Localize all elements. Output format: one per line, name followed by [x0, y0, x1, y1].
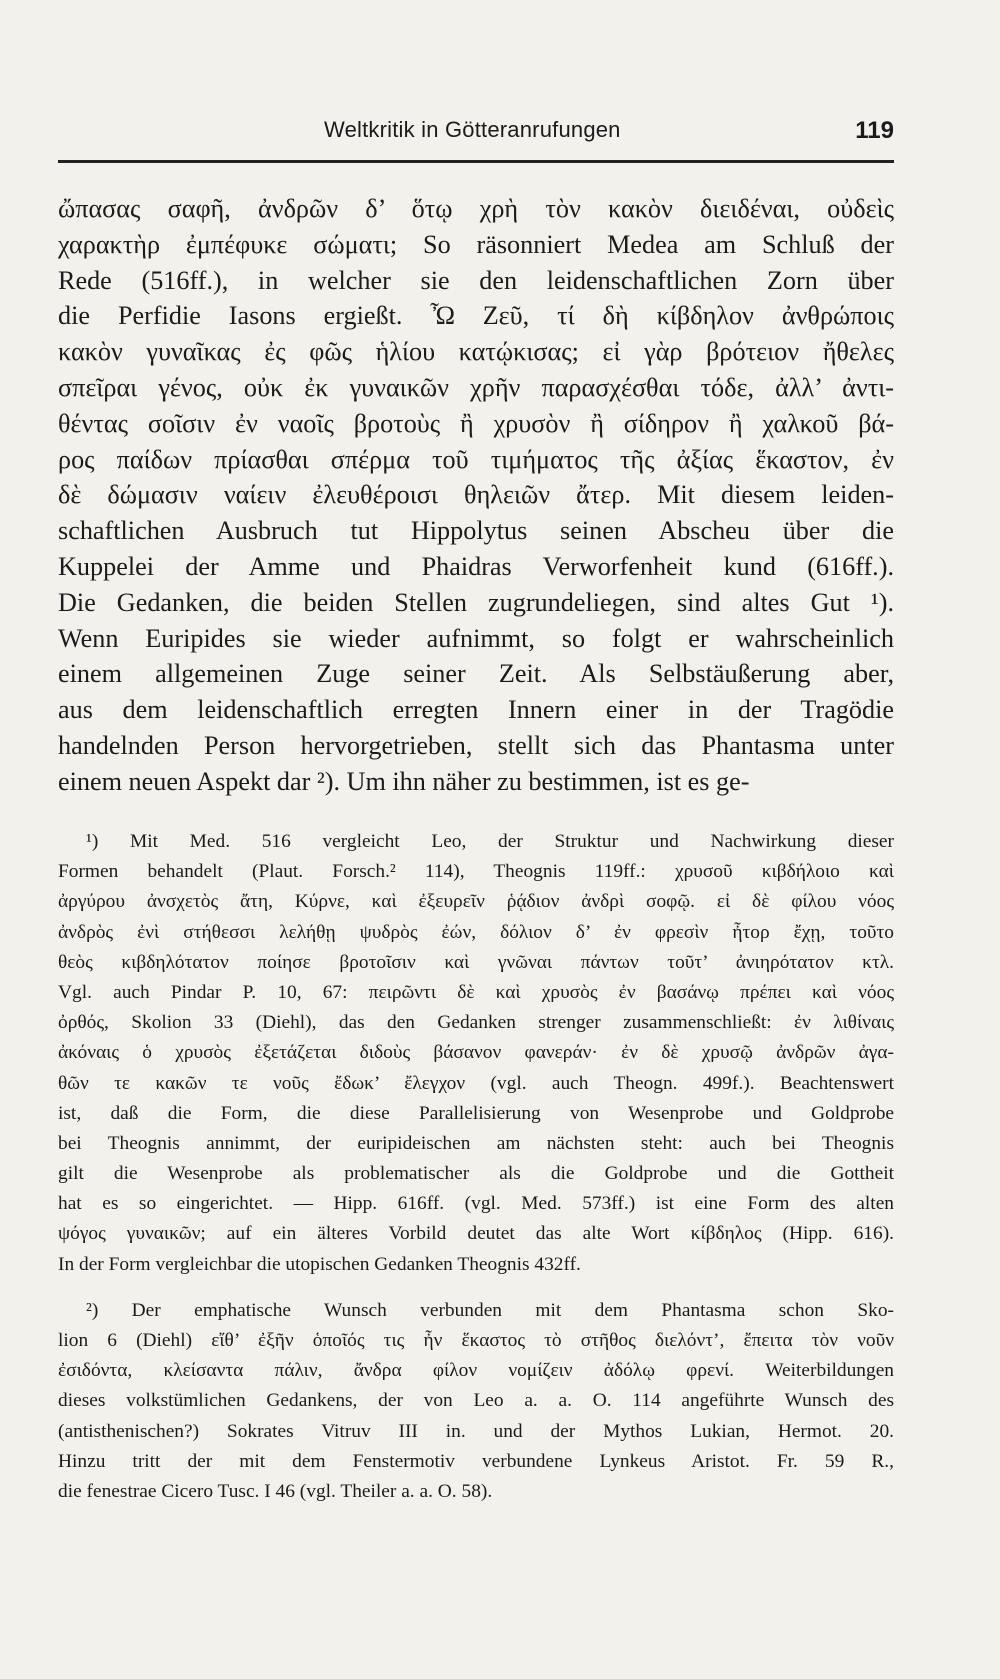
text-line: Rede (516ff.), in welcher sie den leidenschaftlichen Zorn über: [58, 265, 894, 295]
footnote-line: ¹) Mit Med. 516 vergleicht Leo, der Struktur und Nachwirkung dieser: [86, 831, 894, 852]
text-line: Wenn Euripides sie wieder aufnimmt, so folgt er wahrscheinlich: [58, 623, 894, 653]
header-rule: [58, 160, 894, 163]
text-line: ὤπασας σαφῆ, ἀνδρῶν δ’ ὅτῳ χρὴ τὸν κακὸν διειδέναι, οὐδεὶς: [58, 194, 894, 223]
page-header: [58, 117, 894, 153]
footnote-line: Formen behandelt (Plaut. Forsch.² 114), Theognis 119ff.: χρυσοῦ κιβδήλοιο καὶ: [58, 861, 894, 883]
text-line: Kuppelei der Amme und Phaidras Verworfenheit kund (616ff.).: [58, 551, 894, 581]
page-number: 119: [855, 117, 894, 144]
footnote-line: hat es so eingerichtet. — Hipp. 616ff. (vgl. Med. 573ff.) ist eine Form des alten: [58, 1193, 894, 1215]
text-line: einem allgemeinen Zuge seiner Zeit. Als Selbstäußerung aber,: [58, 659, 894, 689]
text-line: ρος παίδων πρίασθαι σπέρμα τοῦ τιμήματος τῆς ἀξίας ἕκαστον, ἐν: [58, 444, 894, 474]
text-line: χαρακτὴρ ἐμπέφυκε σώματι; So räsonniert Medea am Schluß der: [58, 229, 894, 259]
footnote-line: Vgl. auch Pindar P. 10, 67: πειρῶντι δὲ καὶ χρυσὸς ἐν βασάνῳ πρέπει καὶ νόος: [58, 981, 894, 1003]
footnote-line: ἀργύρου ἀνσχετὸς ἄτη, Κύρνε, καὶ ἐξευρεῖν ῥᾴδιον ἀνδρὶ σοφῷ. εἰ δὲ φίλου νόος: [58, 891, 894, 913]
text-line: Die Gedanken, die beiden Stellen zugrundeliegen, sind altes Gut ¹).: [58, 587, 894, 617]
text-line: aus dem leidenschaftlich erregten Innern einer in der Tragödie: [58, 695, 894, 725]
text-line: einem neuen Aspekt dar ²). Um ihn näher zu bestimmen, ist es ge-: [58, 766, 750, 796]
footnote-line: gilt die Wesenprobe als problematischer als die Goldprobe und die Gottheit: [58, 1163, 894, 1185]
footnote-1: [58, 827, 894, 1280]
text-line: κακὸν γυναῖκας ἐς φῶς ἡλίου κατῴκισας; εἰ γὰρ βρότειον ἤθελες: [58, 337, 894, 367]
footnotes: [58, 827, 894, 1507]
text-line: handelnden Person hervorgetrieben, stellt sich das Phantasma unter: [58, 730, 894, 760]
text-line: die Perfidie Iasons ergießt. Ὦ Ζεῦ, τί δὴ κίβδηλον ἀνθρώποις: [58, 301, 894, 331]
text-line: σπεῖραι γένος, οὐκ ἐκ γυναικῶν χρῆν παρασχέσθαι τόδε, ἀλλ’ ἀντι-: [58, 372, 894, 402]
footnote-line: ἐσιδόντα, κλείσαντα πάλιν, ἄνδρα φίλον νομίζειν ἀδόλῳ φρενί. Weiterbildungen: [58, 1360, 894, 1382]
footnote-line: (antisthenischen?) Sokrates Vitruv III in. und der Mythos Lukian, Hermot. 20.: [58, 1420, 894, 1442]
footnote-line: die fenestrae Cicero Tusc. I 46 (vgl. Theiler a. a. O. 58).: [58, 1480, 493, 1502]
footnote-line: θεὸς κιβδηλότατον ποίησε βροτοῖσιν καὶ γνῶναι πάντων τοῦτ’ ἀνιηρότατον κτλ.: [58, 951, 894, 973]
footnote-line: bei Theognis annimmt, der euripideischen am nächsten steht: auch bei Theognis: [58, 1132, 894, 1154]
footnote-line: ist, daß die Form, die diese Parallelisierung von Wesenprobe und Goldprobe: [58, 1102, 894, 1124]
footnote-line: ὀρθός, Skolion 33 (Diehl), das den Gedanken strenger zusammenschließt: ἐν λιθίναις: [58, 1012, 894, 1034]
footnote-line: dieses volkstümlichen Gedankens, der von Leo a. a. O. 114 angeführte Wunsch des: [58, 1390, 894, 1412]
footnote-line: lion 6 (Diehl) εἴθ’ ἐξῆν ὁποῖός τις ἦν ἕκαστος τὸ στῆθος διελόντ’, ἔπειτα τὸν νοῦν: [58, 1330, 894, 1351]
footnote-line: In der Form vergleichbar die utopischen Gedanken Theognis 432ff.: [58, 1253, 581, 1275]
footnote-line: θῶν τε κακῶν τε νοῦς ἔδωκ’ ἔλεγχον (vgl. auch Theogn. 499f.). Beachtenswert: [58, 1072, 894, 1094]
footnote-line: Hinzu tritt der mit dem Fenstermotiv verbundene Lynkeus Aristot. Fr. 59 R.,: [58, 1450, 894, 1472]
text-line: schaftlichen Ausbruch tut Hippolytus seinen Abscheu über die: [58, 516, 894, 546]
text-line: δὲ δώμασιν ναίειν ἐλευθέροισι θηλειῶν ἄτερ. Mit diesem leiden-: [58, 480, 894, 510]
footnote-gap: [58, 1280, 894, 1296]
running-title: Weltkritik in Götteranrufungen: [324, 117, 621, 142]
main-text: [58, 191, 894, 800]
footnote-2: [58, 1296, 894, 1507]
footnote-line: ἀκόναις ὁ χρυσὸς ἐξετάζεται διδοὺς βάσανον φανεράν· ἐν δὲ χρυσῷ ἀνδρῶν ἀγα-: [58, 1042, 894, 1064]
footnote-line: ψόγος γυναικῶν; auf ein älteres Vorbild deutet das alte Wort κίβδηλος (Hipp. 616).: [58, 1223, 894, 1245]
footnote-line: ²) Der emphatische Wunsch verbunden mit dem Phantasma schon Sko-: [86, 1299, 894, 1321]
footnote-line: ἀνδρὸς ἐνὶ στήθεσσι λελήθῃ ψυδρὸς ἐών, δόλιον δ’ ἐν φρεσὶν ἦτορ ἔχῃ, τοῦτο: [58, 921, 894, 943]
text-line: θέντας σοῖσιν ἐν ναοῖς βροτοὺς ἢ χρυσὸν ἢ σίδηρον ἢ χαλκοῦ βά-: [58, 408, 894, 438]
